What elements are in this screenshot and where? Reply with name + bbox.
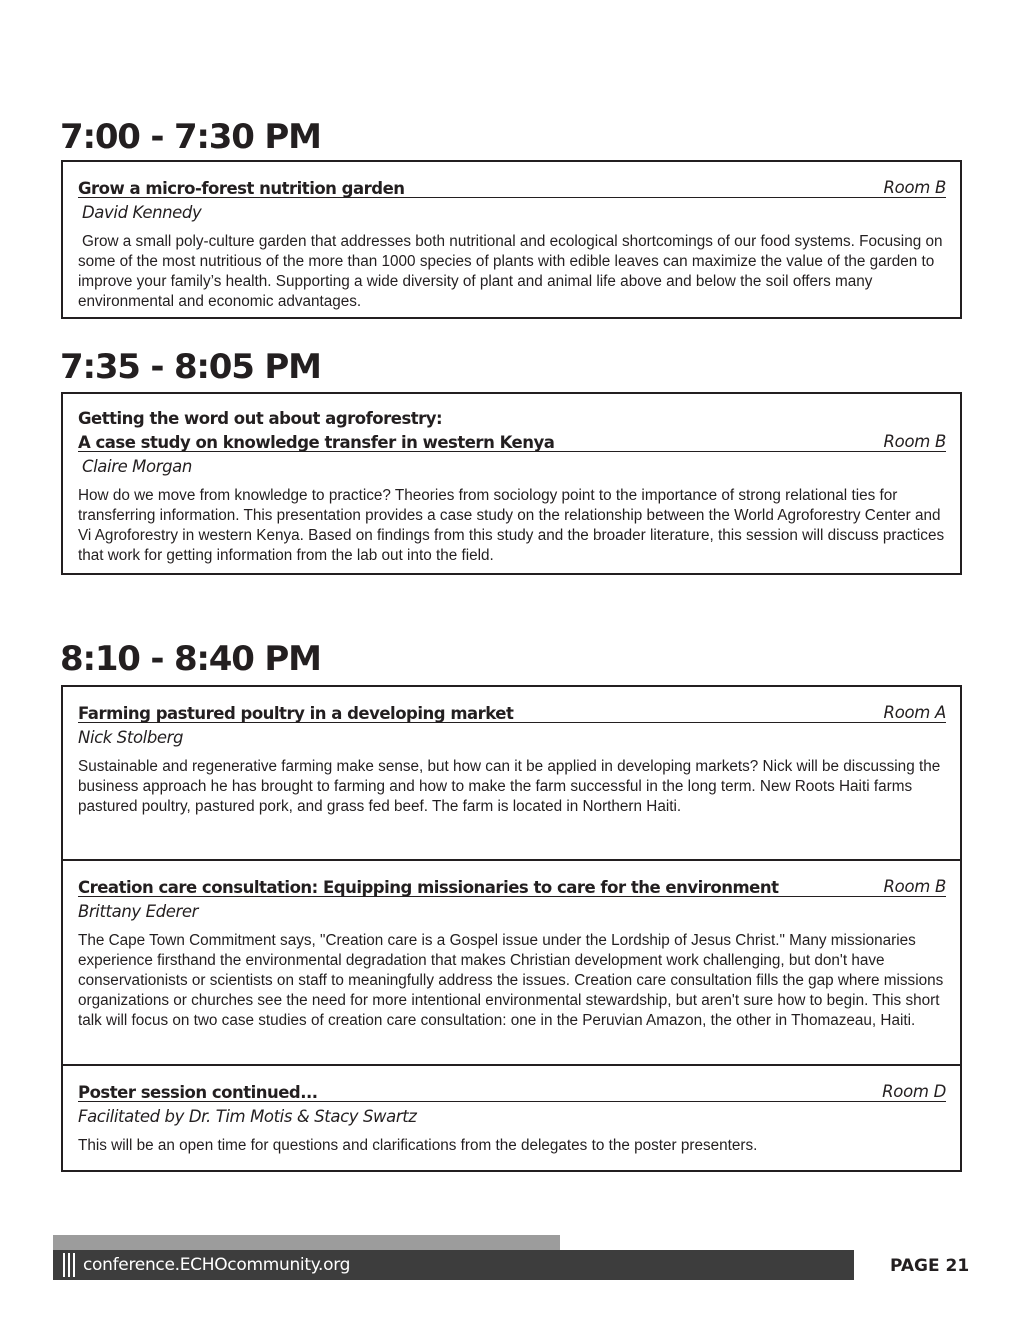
session-title: Creation care consultation: Equipping missionaries to care for the environment <box>78 878 779 897</box>
session-speaker: David Kennedy <box>82 203 202 222</box>
session-speaker: Claire Morgan <box>82 457 192 476</box>
session-room: Room D <box>882 1082 946 1101</box>
session-description: How do we move from knowledge to practice? Theories from sociology point to the importance of strong relational ties for transferring information. This presentation provides a case study on the relationship between the World Agroforestry Center and Vi Agroforestry in western Kenya. Based on findings from this study and the broader literature, this session will discuss practices that work for getting information from the lab out into the field. <box>78 487 945 564</box>
session-title-row <box>78 175 946 198</box>
session <box>63 394 960 566</box>
session <box>63 859 960 1064</box>
session-title: A case study on knowledge transfer in western Kenya <box>78 433 555 452</box>
session-box <box>61 392 962 575</box>
session-title-row <box>78 429 946 452</box>
session-room: Room B <box>883 877 946 896</box>
page-number: PAGE 21 <box>890 1256 970 1276</box>
session-title: Poster session continued... <box>78 1083 318 1102</box>
session-description: Grow a small poly-culture garden that addresses both nutritional and ecological shortcomings of our food systems. Focusing on some of the most nutritious of the more than 1000 species of plants with edible leaves can maximize the value of the garden to improve your family’s health. Supporting a wide diversity of plant and animal life above and below the soil offers many environmental and economic advantages. <box>78 233 943 310</box>
session-description: Sustainable and regenerative farming make sense, but how can it be applied in developing markets? Nick will be discussing the business approach he has brought to farming and how to make the farm successful in the long term. New Roots Haiti farms pastured poultry, pastured pork, and grass fed beef. The farm is located in Northern Haiti. <box>78 758 941 815</box>
session-box <box>61 160 962 319</box>
session-box <box>61 685 962 1172</box>
session-room: Room B <box>883 178 946 197</box>
session <box>63 1064 960 1156</box>
session-room: Room A <box>883 703 946 722</box>
session-description: This will be an open time for questions and clarifications from the delegates to the poster presenters. <box>78 1137 758 1154</box>
session-title-row <box>78 700 946 723</box>
session-title-row <box>78 1079 946 1102</box>
session-room: Room B <box>883 432 946 451</box>
footer-bar <box>53 1250 854 1280</box>
session-speaker: Brittany Ederer <box>78 902 198 921</box>
session <box>63 162 960 312</box>
time-heading: 7:35 - 8:05 PM <box>60 347 321 387</box>
session-description: The Cape Town Commitment says, "Creation care is a Gospel issue under the Lordship of Jesus Christ." Many missionaries experience firsthand the environmental degradation that makes Christian development work challenging, but don't have conservationists or scientists on staff to meaningfully address the issues. Creation care consultation fills the gap where missions organizations or churches see the need for more intentional environmental stewardship, but aren't sure how to begin. This short talk will focus on two case studies of creation care consultation: one in the Peruvian Amazon, the other in Thomazeau, Haiti. <box>78 932 944 1029</box>
session-title-line1: Getting the word out about agroforestry: <box>78 409 443 428</box>
session-title: Farming pastured poultry in a developing market <box>78 704 514 723</box>
session <box>63 687 960 859</box>
session-speaker: Nick Stolberg <box>78 728 184 747</box>
footer-url[interactable]: conference.ECHOcommunity.org <box>83 1255 351 1275</box>
session-title-row <box>78 874 946 897</box>
session-speaker: Facilitated by Dr. Tim Motis & Stacy Swartz <box>78 1107 417 1126</box>
footer-accent-bar <box>53 1235 560 1251</box>
session-title: Grow a micro-forest nutrition garden <box>78 179 405 198</box>
time-heading: 7:00 - 7:30 PM <box>60 117 321 157</box>
time-heading: 8:10 - 8:40 PM <box>60 639 321 679</box>
footer-bars-icon <box>63 1253 75 1277</box>
